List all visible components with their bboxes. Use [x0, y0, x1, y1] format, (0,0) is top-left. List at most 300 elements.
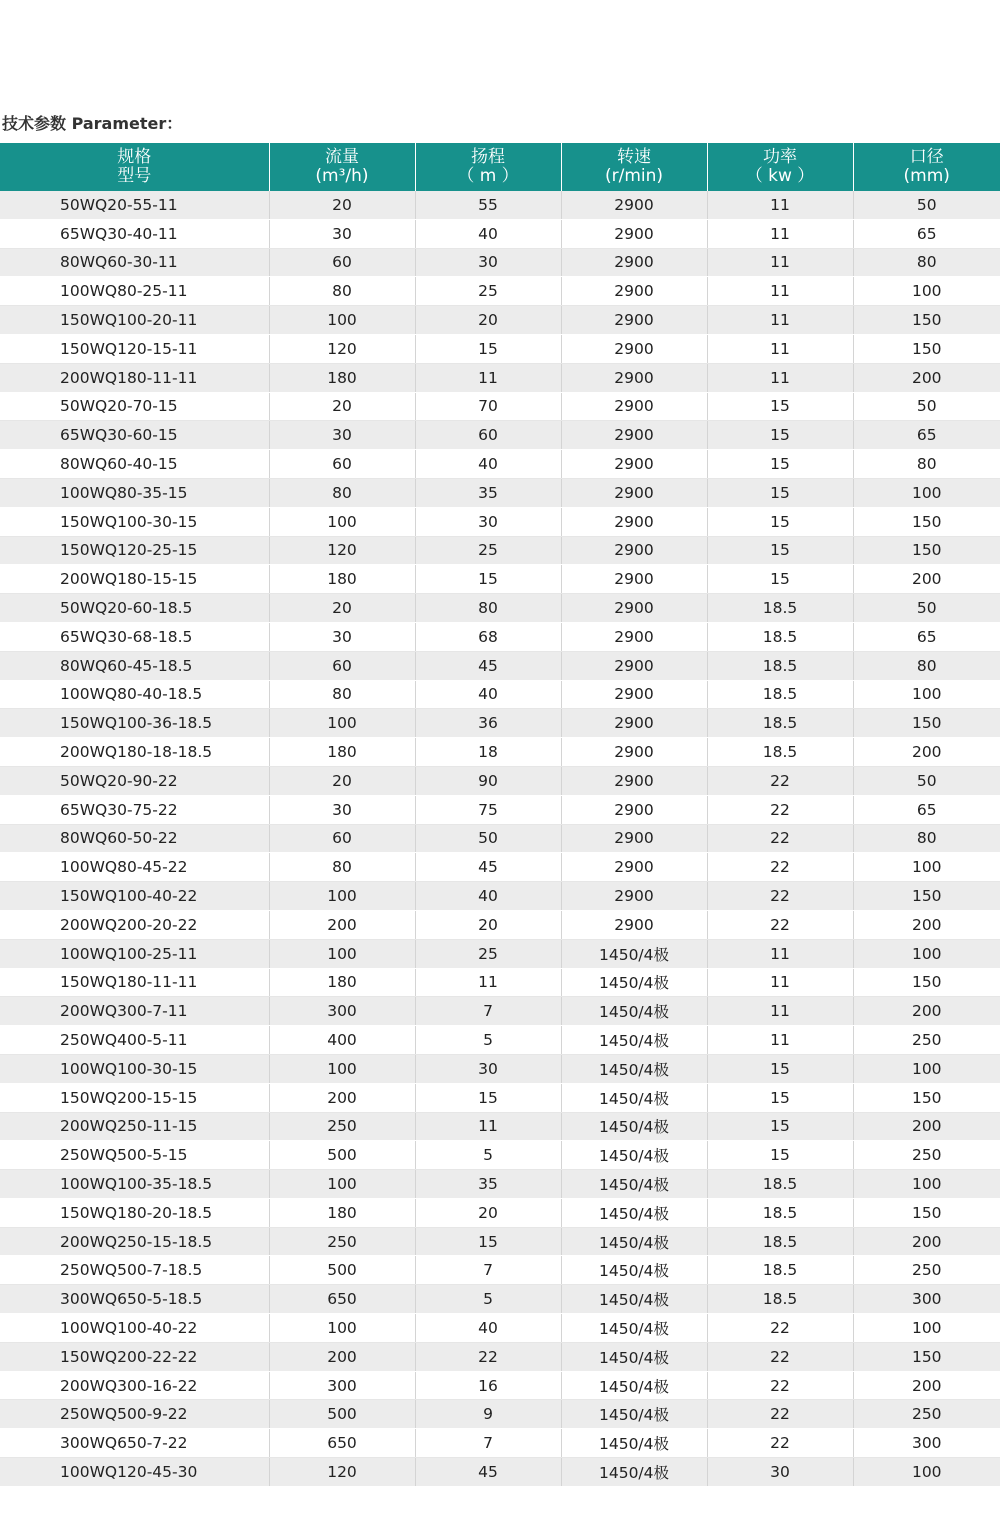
- cell-diameter: 300: [853, 1285, 1000, 1314]
- table-row: [0, 738, 1000, 767]
- cell-head: 16: [415, 1371, 561, 1400]
- cell-power: 15: [707, 450, 853, 479]
- table-row: [0, 1429, 1000, 1458]
- cell-head: 40: [415, 680, 561, 709]
- cell-model: 80WQ60-30-11: [0, 248, 269, 277]
- cell-flow: 80: [269, 853, 415, 882]
- cell-head: 36: [415, 709, 561, 738]
- cell-model: 100WQ80-25-11: [0, 277, 269, 306]
- cell-model: 250WQ400-5-11: [0, 1026, 269, 1055]
- cell-speed: 2900: [561, 421, 707, 450]
- table-row: [0, 277, 1000, 306]
- cell-power: 15: [707, 1054, 853, 1083]
- cell-diameter: 50: [853, 766, 1000, 795]
- cell-flow: 180: [269, 565, 415, 594]
- cell-power: 11: [707, 219, 853, 248]
- cell-model: 50WQ20-55-11: [0, 191, 269, 219]
- table-row: [0, 1198, 1000, 1227]
- cell-flow: 60: [269, 450, 415, 479]
- cell-model: 300WQ650-5-18.5: [0, 1285, 269, 1314]
- cell-head: 5: [415, 1285, 561, 1314]
- cell-diameter: 80: [853, 824, 1000, 853]
- cell-flow: 500: [269, 1400, 415, 1429]
- cell-speed: 1450/4极: [561, 1342, 707, 1371]
- cell-speed: 1450/4极: [561, 1227, 707, 1256]
- cell-head: 11: [415, 363, 561, 392]
- table-row: [0, 1371, 1000, 1400]
- cell-flow: 30: [269, 421, 415, 450]
- cell-power: 15: [707, 478, 853, 507]
- cell-power: 22: [707, 910, 853, 939]
- cell-flow: 300: [269, 997, 415, 1026]
- cell-model: 250WQ500-7-18.5: [0, 1256, 269, 1285]
- cell-speed: 2900: [561, 766, 707, 795]
- table-row: [0, 1026, 1000, 1055]
- table-row: [0, 334, 1000, 363]
- cell-speed: 1450/4极: [561, 1458, 707, 1487]
- cell-power: 18.5: [707, 1227, 853, 1256]
- cell-flow: 20: [269, 191, 415, 219]
- cell-flow: 300: [269, 1371, 415, 1400]
- cell-head: 18: [415, 738, 561, 767]
- cell-model: 250WQ500-5-15: [0, 1141, 269, 1170]
- cell-head: 55: [415, 191, 561, 219]
- table-row: [0, 910, 1000, 939]
- cell-head: 25: [415, 939, 561, 968]
- cell-diameter: 150: [853, 334, 1000, 363]
- cell-model: 200WQ300-16-22: [0, 1371, 269, 1400]
- cell-model: 65WQ30-75-22: [0, 795, 269, 824]
- cell-power: 11: [707, 939, 853, 968]
- cell-head: 40: [415, 1314, 561, 1343]
- table-row: [0, 1314, 1000, 1343]
- cell-speed: 2900: [561, 248, 707, 277]
- cell-head: 50: [415, 824, 561, 853]
- cell-speed: 2900: [561, 191, 707, 219]
- cell-flow: 100: [269, 507, 415, 536]
- cell-model: 200WQ180-18-18.5: [0, 738, 269, 767]
- cell-flow: 100: [269, 709, 415, 738]
- cell-power: 30: [707, 1458, 853, 1487]
- cell-power: 18.5: [707, 738, 853, 767]
- cell-speed: 2900: [561, 306, 707, 335]
- cell-power: 11: [707, 334, 853, 363]
- table-row: [0, 680, 1000, 709]
- cell-speed: 2900: [561, 882, 707, 911]
- cell-flow: 60: [269, 248, 415, 277]
- cell-diameter: 65: [853, 622, 1000, 651]
- cell-diameter: 50: [853, 392, 1000, 421]
- header-speed: 转速 (r/min): [561, 143, 707, 191]
- cell-head: 15: [415, 1083, 561, 1112]
- cell-diameter: 100: [853, 853, 1000, 882]
- cell-diameter: 250: [853, 1256, 1000, 1285]
- table-row: [0, 651, 1000, 680]
- cell-speed: 2900: [561, 738, 707, 767]
- cell-power: 22: [707, 1400, 853, 1429]
- section-title: 技术参数 Parameter：: [2, 114, 183, 133]
- cell-speed: 1450/4极: [561, 1429, 707, 1458]
- cell-diameter: 100: [853, 478, 1000, 507]
- table-row: [0, 306, 1000, 335]
- cell-diameter: 100: [853, 939, 1000, 968]
- cell-diameter: 150: [853, 536, 1000, 565]
- table-row: [0, 421, 1000, 450]
- cell-power: 18.5: [707, 622, 853, 651]
- cell-model: 100WQ80-40-18.5: [0, 680, 269, 709]
- cell-head: 70: [415, 392, 561, 421]
- table-body: [0, 191, 1000, 1486]
- table-row: [0, 939, 1000, 968]
- cell-head: 60: [415, 421, 561, 450]
- header-model: 规格 型号: [0, 143, 269, 191]
- cell-diameter: 200: [853, 910, 1000, 939]
- cell-power: 22: [707, 824, 853, 853]
- cell-model: 100WQ100-25-11: [0, 939, 269, 968]
- cell-power: 11: [707, 248, 853, 277]
- cell-model: 150WQ200-22-22: [0, 1342, 269, 1371]
- cell-flow: 650: [269, 1285, 415, 1314]
- cell-head: 68: [415, 622, 561, 651]
- cell-diameter: 300: [853, 1429, 1000, 1458]
- cell-flow: 100: [269, 882, 415, 911]
- cell-diameter: 150: [853, 1342, 1000, 1371]
- cell-diameter: 100: [853, 1314, 1000, 1343]
- cell-diameter: 65: [853, 421, 1000, 450]
- cell-head: 15: [415, 565, 561, 594]
- cell-flow: 80: [269, 478, 415, 507]
- cell-speed: 2900: [561, 824, 707, 853]
- cell-flow: 80: [269, 680, 415, 709]
- cell-flow: 100: [269, 1314, 415, 1343]
- cell-flow: 180: [269, 363, 415, 392]
- cell-diameter: 250: [853, 1026, 1000, 1055]
- cell-diameter: 150: [853, 968, 1000, 997]
- cell-power: 15: [707, 565, 853, 594]
- cell-head: 45: [415, 853, 561, 882]
- cell-model: 150WQ120-15-11: [0, 334, 269, 363]
- cell-power: 15: [707, 1083, 853, 1112]
- table-row: [0, 507, 1000, 536]
- cell-flow: 20: [269, 766, 415, 795]
- cell-power: 11: [707, 968, 853, 997]
- cell-head: 40: [415, 450, 561, 479]
- table-row: [0, 248, 1000, 277]
- cell-power: 22: [707, 853, 853, 882]
- cell-head: 25: [415, 277, 561, 306]
- cell-model: 250WQ500-9-22: [0, 1400, 269, 1429]
- cell-diameter: 80: [853, 450, 1000, 479]
- cell-head: 25: [415, 536, 561, 565]
- cell-speed: 2900: [561, 450, 707, 479]
- cell-model: 200WQ200-20-22: [0, 910, 269, 939]
- cell-diameter: 200: [853, 363, 1000, 392]
- cell-model: 50WQ20-90-22: [0, 766, 269, 795]
- cell-head: 40: [415, 219, 561, 248]
- cell-diameter: 100: [853, 1170, 1000, 1199]
- cell-model: 200WQ180-15-15: [0, 565, 269, 594]
- cell-head: 11: [415, 968, 561, 997]
- table-row: [0, 594, 1000, 623]
- table-row: [0, 1141, 1000, 1170]
- cell-speed: 2900: [561, 709, 707, 738]
- table-row: [0, 1458, 1000, 1487]
- cell-diameter: 150: [853, 306, 1000, 335]
- table-row: [0, 997, 1000, 1026]
- cell-model: 100WQ100-30-15: [0, 1054, 269, 1083]
- cell-head: 15: [415, 1227, 561, 1256]
- cell-head: 5: [415, 1141, 561, 1170]
- cell-model: 65WQ30-40-11: [0, 219, 269, 248]
- cell-model: 50WQ20-70-15: [0, 392, 269, 421]
- cell-power: 18.5: [707, 594, 853, 623]
- cell-flow: 100: [269, 939, 415, 968]
- cell-speed: 2900: [561, 277, 707, 306]
- cell-head: 35: [415, 1170, 561, 1199]
- cell-flow: 500: [269, 1256, 415, 1285]
- cell-power: 18.5: [707, 1256, 853, 1285]
- cell-speed: 1450/4极: [561, 968, 707, 997]
- cell-diameter: 200: [853, 1371, 1000, 1400]
- cell-model: 100WQ100-35-18.5: [0, 1170, 269, 1199]
- parameter-table: [0, 143, 1000, 1487]
- cell-head: 20: [415, 910, 561, 939]
- table-row: [0, 1342, 1000, 1371]
- cell-model: 100WQ80-45-22: [0, 853, 269, 882]
- header-flow: 流量 (m³/h): [269, 143, 415, 191]
- cell-flow: 500: [269, 1141, 415, 1170]
- cell-speed: 2900: [561, 507, 707, 536]
- cell-speed: 2900: [561, 219, 707, 248]
- table-row: [0, 766, 1000, 795]
- cell-power: 11: [707, 1026, 853, 1055]
- cell-head: 15: [415, 334, 561, 363]
- cell-head: 22: [415, 1342, 561, 1371]
- cell-speed: 1450/4极: [561, 1285, 707, 1314]
- cell-power: 22: [707, 1429, 853, 1458]
- cell-diameter: 150: [853, 507, 1000, 536]
- cell-flow: 200: [269, 1342, 415, 1371]
- cell-power: 18.5: [707, 1285, 853, 1314]
- cell-power: 22: [707, 882, 853, 911]
- cell-head: 40: [415, 882, 561, 911]
- cell-power: 11: [707, 191, 853, 219]
- cell-speed: 2900: [561, 363, 707, 392]
- cell-model: 150WQ100-20-11: [0, 306, 269, 335]
- cell-flow: 20: [269, 594, 415, 623]
- table-header-row: [0, 143, 1000, 191]
- cell-power: 11: [707, 277, 853, 306]
- table-row: [0, 1256, 1000, 1285]
- cell-model: 80WQ60-50-22: [0, 824, 269, 853]
- cell-flow: 60: [269, 824, 415, 853]
- cell-model: 150WQ100-30-15: [0, 507, 269, 536]
- cell-flow: 250: [269, 1112, 415, 1141]
- cell-model: 80WQ60-45-18.5: [0, 651, 269, 680]
- table-row: [0, 478, 1000, 507]
- cell-speed: 2900: [561, 594, 707, 623]
- cell-speed: 2900: [561, 536, 707, 565]
- cell-flow: 200: [269, 1083, 415, 1112]
- cell-head: 7: [415, 1256, 561, 1285]
- table-row: [0, 1227, 1000, 1256]
- cell-speed: 1450/4极: [561, 997, 707, 1026]
- cell-diameter: 100: [853, 680, 1000, 709]
- cell-head: 90: [415, 766, 561, 795]
- cell-flow: 180: [269, 968, 415, 997]
- table-row: [0, 1170, 1000, 1199]
- table-row: [0, 450, 1000, 479]
- cell-speed: 2900: [561, 565, 707, 594]
- cell-flow: 250: [269, 1227, 415, 1256]
- table-row: [0, 795, 1000, 824]
- cell-diameter: 100: [853, 277, 1000, 306]
- cell-speed: 2900: [561, 478, 707, 507]
- table-row: [0, 1285, 1000, 1314]
- cell-head: 9: [415, 1400, 561, 1429]
- header-power: 功率 （ kw ）: [707, 143, 853, 191]
- cell-diameter: 250: [853, 1141, 1000, 1170]
- cell-power: 15: [707, 536, 853, 565]
- cell-power: 15: [707, 1141, 853, 1170]
- table-row: [0, 191, 1000, 219]
- cell-power: 22: [707, 1371, 853, 1400]
- cell-power: 18.5: [707, 651, 853, 680]
- cell-power: 15: [707, 1112, 853, 1141]
- cell-speed: 1450/4极: [561, 1054, 707, 1083]
- cell-diameter: 200: [853, 997, 1000, 1026]
- cell-flow: 30: [269, 219, 415, 248]
- cell-flow: 80: [269, 277, 415, 306]
- cell-speed: 2900: [561, 680, 707, 709]
- cell-model: 150WQ200-15-15: [0, 1083, 269, 1112]
- cell-diameter: 50: [853, 191, 1000, 219]
- table-row: [0, 392, 1000, 421]
- cell-power: 11: [707, 997, 853, 1026]
- cell-model: 200WQ250-15-18.5: [0, 1227, 269, 1256]
- cell-diameter: 150: [853, 1083, 1000, 1112]
- cell-power: 15: [707, 507, 853, 536]
- cell-model: 150WQ180-20-18.5: [0, 1198, 269, 1227]
- cell-power: 18.5: [707, 680, 853, 709]
- cell-diameter: 50: [853, 594, 1000, 623]
- cell-diameter: 80: [853, 248, 1000, 277]
- cell-model: 150WQ100-40-22: [0, 882, 269, 911]
- cell-speed: 1450/4极: [561, 1198, 707, 1227]
- cell-power: 11: [707, 363, 853, 392]
- cell-flow: 400: [269, 1026, 415, 1055]
- cell-diameter: 200: [853, 1227, 1000, 1256]
- cell-diameter: 65: [853, 795, 1000, 824]
- cell-speed: 1450/4极: [561, 1371, 707, 1400]
- table-row: [0, 968, 1000, 997]
- cell-model: 150WQ120-25-15: [0, 536, 269, 565]
- cell-model: 150WQ100-36-18.5: [0, 709, 269, 738]
- cell-model: 150WQ180-11-11: [0, 968, 269, 997]
- cell-speed: 1450/4极: [561, 1314, 707, 1343]
- cell-speed: 1450/4极: [561, 1026, 707, 1055]
- cell-model: 300WQ650-7-22: [0, 1429, 269, 1458]
- cell-flow: 180: [269, 1198, 415, 1227]
- table-row: [0, 219, 1000, 248]
- cell-head: 35: [415, 478, 561, 507]
- cell-head: 20: [415, 1198, 561, 1227]
- cell-diameter: 150: [853, 1198, 1000, 1227]
- cell-power: 15: [707, 421, 853, 450]
- cell-diameter: 200: [853, 1112, 1000, 1141]
- cell-model: 100WQ100-40-22: [0, 1314, 269, 1343]
- table-row: [0, 1400, 1000, 1429]
- table-row: [0, 1112, 1000, 1141]
- cell-speed: 2900: [561, 622, 707, 651]
- cell-speed: 1450/4极: [561, 1141, 707, 1170]
- table-row: [0, 536, 1000, 565]
- cell-speed: 1450/4极: [561, 1083, 707, 1112]
- cell-flow: 100: [269, 1170, 415, 1199]
- cell-head: 5: [415, 1026, 561, 1055]
- cell-model: 200WQ180-11-11: [0, 363, 269, 392]
- cell-speed: 2900: [561, 795, 707, 824]
- cell-model: 100WQ80-35-15: [0, 478, 269, 507]
- cell-diameter: 80: [853, 651, 1000, 680]
- cell-speed: 1450/4极: [561, 1256, 707, 1285]
- cell-model: 80WQ60-40-15: [0, 450, 269, 479]
- cell-power: 22: [707, 1314, 853, 1343]
- cell-model: 200WQ300-7-11: [0, 997, 269, 1026]
- table-row: [0, 709, 1000, 738]
- cell-flow: 20: [269, 392, 415, 421]
- cell-model: 65WQ30-60-15: [0, 421, 269, 450]
- table-row: [0, 1054, 1000, 1083]
- cell-diameter: 150: [853, 882, 1000, 911]
- table-row: [0, 565, 1000, 594]
- table-row: [0, 824, 1000, 853]
- cell-speed: 1450/4极: [561, 1170, 707, 1199]
- cell-head: 7: [415, 997, 561, 1026]
- cell-diameter: 100: [853, 1458, 1000, 1487]
- cell-diameter: 200: [853, 738, 1000, 767]
- cell-power: 22: [707, 795, 853, 824]
- header-head: 扬程 （ m ）: [415, 143, 561, 191]
- cell-head: 75: [415, 795, 561, 824]
- cell-power: 11: [707, 306, 853, 335]
- cell-flow: 650: [269, 1429, 415, 1458]
- cell-flow: 30: [269, 622, 415, 651]
- cell-flow: 60: [269, 651, 415, 680]
- cell-model: 100WQ120-45-30: [0, 1458, 269, 1487]
- cell-speed: 2900: [561, 392, 707, 421]
- cell-power: 18.5: [707, 709, 853, 738]
- cell-head: 30: [415, 1054, 561, 1083]
- cell-head: 80: [415, 594, 561, 623]
- cell-head: 20: [415, 306, 561, 335]
- header-diameter: 口径 (mm): [853, 143, 1000, 191]
- cell-head: 7: [415, 1429, 561, 1458]
- cell-speed: 1450/4极: [561, 1112, 707, 1141]
- cell-head: 30: [415, 507, 561, 536]
- cell-flow: 200: [269, 910, 415, 939]
- cell-flow: 120: [269, 536, 415, 565]
- table-row: [0, 882, 1000, 911]
- cell-head: 11: [415, 1112, 561, 1141]
- cell-power: 22: [707, 766, 853, 795]
- cell-diameter: 65: [853, 219, 1000, 248]
- cell-speed: 1450/4极: [561, 1400, 707, 1429]
- cell-head: 30: [415, 248, 561, 277]
- cell-diameter: 250: [853, 1400, 1000, 1429]
- table-row: [0, 622, 1000, 651]
- cell-model: 65WQ30-68-18.5: [0, 622, 269, 651]
